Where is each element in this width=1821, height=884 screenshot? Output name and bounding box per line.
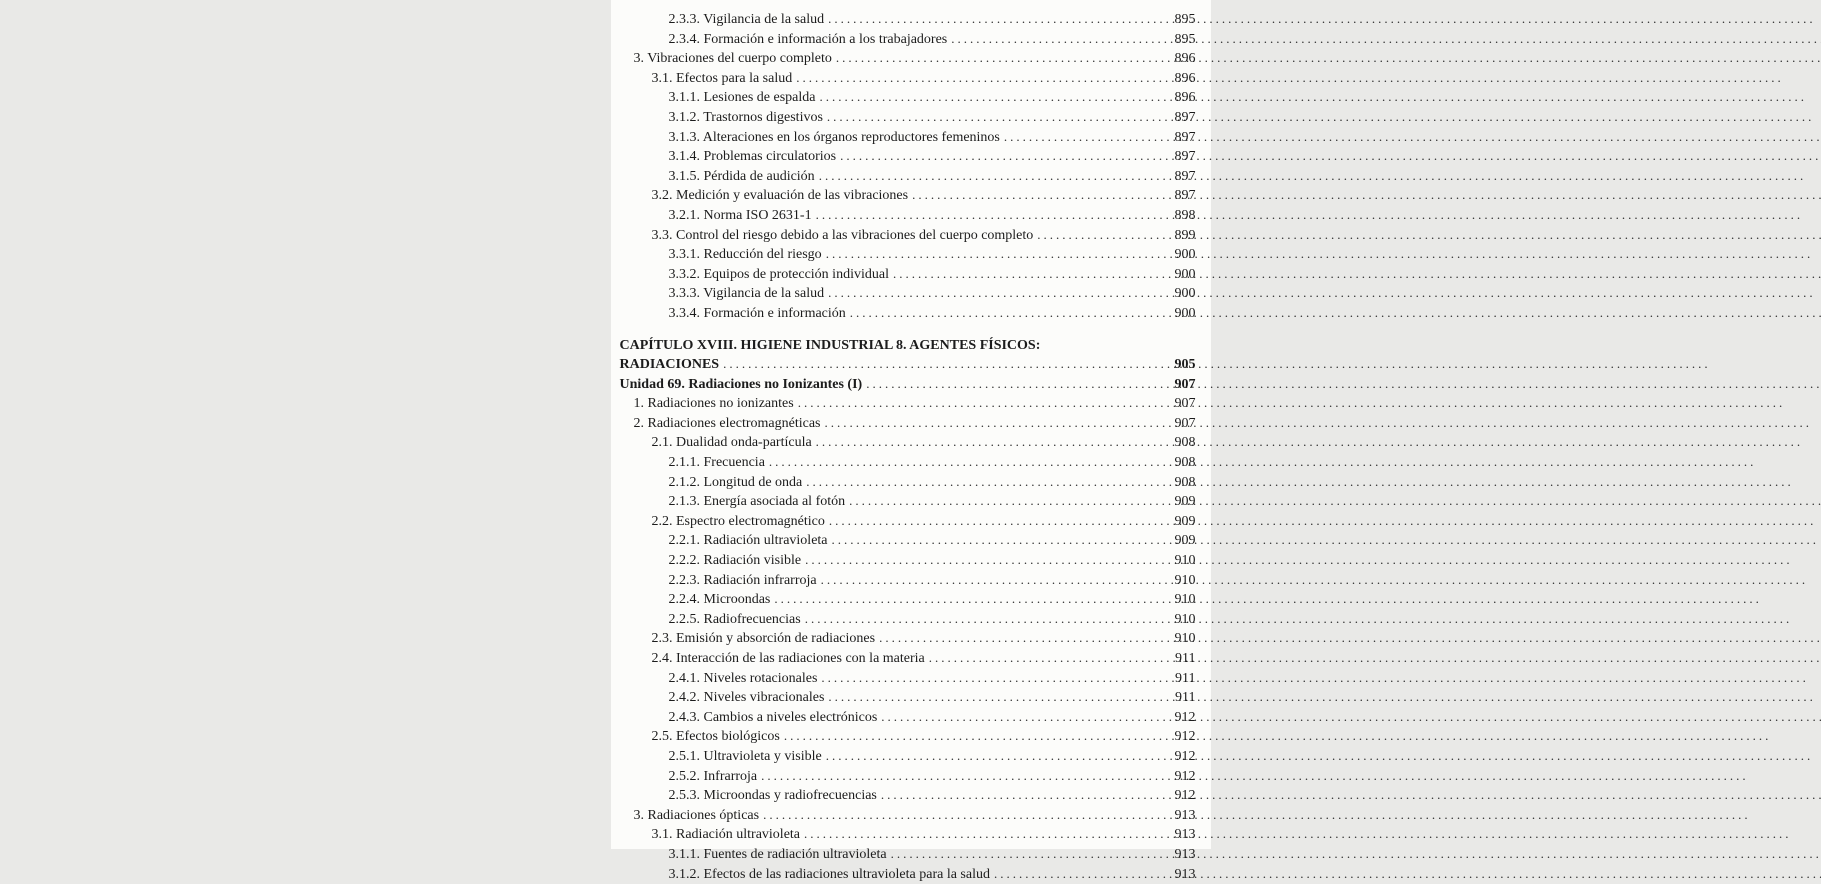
toc-entry	[620, 49, 1196, 69]
toc-entry-page: 907	[1174, 376, 1196, 392]
toc-entry	[620, 128, 1196, 148]
toc-entry-page: 911	[1175, 670, 1196, 686]
toc-entry-title: 3.3.3. Vigilancia de la salud	[668, 286, 825, 302]
toc-entry	[620, 30, 1196, 50]
toc-entry-title: 2.1.2. Longitud de onda	[668, 474, 803, 490]
toc-entry	[620, 531, 1196, 551]
dot-leader	[784, 727, 1159, 747]
toc-entry	[620, 767, 1196, 787]
toc-entry-title: 3.2. Medición y evaluación de las vibraciones	[651, 188, 909, 204]
toc-entry	[620, 551, 1196, 571]
dot-leader	[912, 186, 1158, 206]
toc-entry-title: 2.3.4. Formación e información a los trabajadores	[668, 31, 948, 47]
toc-entry-page: 897	[1174, 188, 1196, 204]
dot-leader	[1037, 226, 1158, 246]
toc-entry	[620, 688, 1196, 708]
dot-leader	[805, 610, 1159, 630]
toc-entry-title: 2.5.1. Ultravioleta y visible	[668, 748, 822, 764]
toc-entry-title: 2.1. Dualidad onda-partícula	[651, 435, 812, 451]
toc-entry-page: 913	[1174, 846, 1196, 862]
toc-entry-title: 2.1.1. Frecuencia	[668, 455, 765, 471]
document-page	[611, 0, 1211, 882]
toc-entry	[620, 147, 1196, 167]
toc-entry-title: 3.1.5. Pérdida de audición	[668, 168, 815, 184]
toc-entry	[620, 245, 1196, 265]
toc-entry	[620, 512, 1196, 532]
toc-entry	[620, 629, 1196, 649]
toc-entry-page: 896	[1174, 90, 1196, 106]
toc-entry	[620, 845, 1196, 865]
toc-entry-title: 2.3.3. Vigilancia de la salud	[668, 12, 825, 27]
toc-entry	[620, 355, 1196, 375]
toc-entry	[620, 167, 1196, 187]
dot-leader	[850, 304, 1159, 324]
dot-leader	[951, 30, 1158, 50]
toc-entry-page: 912	[1174, 748, 1196, 764]
dot-leader	[1004, 128, 1159, 148]
dot-leader	[881, 708, 1158, 728]
toc-entry	[620, 708, 1196, 728]
dot-leader	[819, 167, 1159, 187]
toc-entry-title: 2.4.2. Niveles vibracionales	[668, 690, 825, 706]
dot-leader	[849, 492, 1158, 512]
toc-entry-page: 909	[1174, 494, 1196, 510]
toc-entry-page: 897	[1174, 129, 1196, 145]
toc-entry	[620, 453, 1196, 473]
dot-leader	[879, 629, 1158, 649]
dot-leader	[881, 786, 1159, 806]
toc-entry	[620, 806, 1196, 826]
dot-leader	[828, 284, 1158, 304]
toc-entry-page: 911	[1175, 651, 1196, 666]
toc-entry-page: 900	[1174, 305, 1196, 321]
dot-leader	[821, 571, 1159, 591]
toc-entry	[620, 69, 1196, 89]
dot-leader	[816, 433, 1159, 453]
toc-entry	[620, 226, 1196, 246]
toc-entry	[620, 304, 1196, 324]
toc-entry-page: 910	[1174, 592, 1196, 608]
toc-entry-title: 3. Radiaciones ópticas	[633, 807, 760, 823]
toc-entry-title: 2.3. Emisión y absorción de radiaciones	[651, 631, 876, 647]
toc-entry-title: 3.2.1. Norma ISO 2631-1	[668, 207, 812, 223]
toc-entry-title: 2.2.2. Radiación visible	[668, 553, 802, 569]
toc-entry-page: 900	[1174, 266, 1196, 282]
toc-entry-page: 897	[1174, 168, 1196, 184]
toc-entry-title: 1. Radiaciones no ionizantes	[633, 396, 794, 412]
toc-entry	[620, 786, 1196, 806]
toc-entry-page: 910	[1174, 572, 1196, 588]
dot-leader	[798, 394, 1159, 414]
toc-entry-page: 897	[1174, 149, 1196, 165]
toc-entry-title: 2.2.5. Radiofrecuencias	[668, 611, 801, 627]
toc-entry-title: 3.1. Efectos para la salud	[651, 70, 793, 86]
toc-entry-page: 907	[1174, 415, 1196, 431]
toc-entry-page: 908	[1174, 474, 1196, 490]
toc-entry-page: 895	[1174, 31, 1196, 47]
toc-entry-title: 2.4. Interacción de las radiaciones con la materia	[651, 651, 925, 666]
dot-leader	[763, 806, 1158, 826]
toc-entry	[620, 337, 1196, 356]
dot-leader	[836, 49, 1159, 69]
toc-entry-page: 913	[1174, 866, 1196, 882]
toc-entry-page: 909	[1174, 513, 1196, 529]
dot-leader	[891, 845, 1159, 865]
toc-entry-title: 3.3.2. Equipos de protección individual	[668, 266, 889, 282]
toc-entry-title: 2.5. Efectos biológicos	[651, 729, 780, 745]
toc-entry	[620, 865, 1196, 884]
toc-entry-page: 900	[1174, 286, 1196, 302]
toc-entry	[620, 206, 1196, 226]
toc-entry-page: 911	[1175, 690, 1196, 706]
toc-entry	[620, 433, 1196, 453]
dot-leader	[805, 551, 1158, 571]
toc-entry	[620, 492, 1196, 512]
toc-entry-page: 909	[1174, 533, 1196, 549]
dot-leader	[806, 473, 1158, 493]
dot-leader	[832, 531, 1159, 551]
toc-entry-title: 3.1.1. Lesiones de espalda	[668, 90, 816, 106]
dot-leader	[774, 590, 1158, 610]
toc-entry	[620, 108, 1196, 128]
toc-entry-title: 2.4.1. Niveles rotacionales	[668, 670, 818, 686]
toc-entry-page: 910	[1174, 611, 1196, 627]
dot-leader	[828, 688, 1158, 708]
toc-entry-title: 3.1. Radiación ultravioleta	[651, 827, 801, 843]
toc-entry-title: 3.1.2. Trastornos digestivos	[668, 109, 823, 125]
toc-entry-title: 2.5.2. Infrarroja	[668, 768, 758, 784]
toc-entry	[620, 375, 1196, 395]
dot-leader	[824, 414, 1158, 434]
toc-entry-page: 907	[1174, 396, 1196, 412]
toc-entry-page: 912	[1174, 709, 1196, 725]
toc-entry-title: 2.1.3. Energía asociada al fotón	[668, 494, 846, 510]
toc-entry-page: 899	[1174, 227, 1196, 243]
toc-entry	[620, 669, 1196, 689]
toc-entry-page: 900	[1174, 247, 1196, 263]
toc-entry-title: 2. Radiaciones electromagnéticas	[633, 415, 821, 431]
toc-entry	[620, 571, 1196, 591]
toc-entry-title: 3.3.4. Formación e información	[668, 305, 846, 321]
toc-entry-page: 898	[1174, 207, 1196, 223]
dot-leader	[829, 512, 1159, 532]
dot-leader	[826, 245, 1159, 265]
toc-entry	[620, 610, 1196, 630]
toc-entry-title: RADIACIONES	[619, 357, 720, 373]
toc-entry-page: 895	[1174, 12, 1196, 27]
dot-leader	[816, 206, 1159, 226]
dot-leader	[819, 88, 1158, 108]
toc-entry-page: 913	[1174, 807, 1196, 823]
dot-leader	[821, 669, 1158, 689]
toc-entry-page: 897	[1174, 109, 1196, 125]
dot-leader	[804, 825, 1158, 845]
toc-entry-page: 896	[1174, 70, 1196, 86]
toc-entry	[620, 284, 1196, 304]
toc-entry-page: 912	[1174, 768, 1196, 784]
toc-entry-page: 912	[1174, 788, 1196, 804]
toc-entry	[620, 649, 1196, 669]
toc-entry-title: 3.1.4. Problemas circulatorios	[668, 149, 837, 165]
toc-entry-title: 3.3.1. Reducción del riesgo	[668, 247, 822, 263]
dot-leader	[893, 265, 1159, 285]
toc-entry-title: 2.2. Espectro electromagnético	[651, 513, 825, 529]
toc-entry	[620, 727, 1196, 747]
dot-leader	[828, 10, 1158, 30]
dot-leader	[769, 453, 1159, 473]
toc-entry-page: 908	[1174, 435, 1196, 451]
toc-entry-title: 2.2.1. Radiación ultravioleta	[668, 533, 828, 549]
toc-entry-title: 3.1.1. Fuentes de radiación ultravioleta	[668, 846, 887, 862]
toc-entry	[620, 394, 1196, 414]
toc-entry	[620, 265, 1196, 285]
toc-entry-title: 2.2.4. Microondas	[668, 592, 771, 608]
dot-leader	[866, 375, 1158, 395]
toc-entry	[620, 825, 1196, 845]
dot-leader	[723, 355, 1158, 375]
toc-entry-page: 908	[1174, 455, 1196, 471]
toc-entry-page: 905	[1174, 357, 1196, 373]
dot-leader	[994, 865, 1159, 884]
dot-leader	[796, 69, 1158, 89]
toc-entry	[620, 590, 1196, 610]
toc-entry-title: 2.2.3. Radiación infrarroja	[668, 572, 817, 588]
toc-entry-title: CAPÍTULO XVIII. HIGIENE INDUSTRIAL 8. AGENTES FÍSICOS:	[619, 337, 1041, 353]
toc-entry-page: 912	[1174, 729, 1196, 745]
toc-list	[620, 10, 1196, 884]
dot-leader	[840, 147, 1158, 167]
toc-entry-title: 3.1.2. Efectos de las radiaciones ultravioleta para la salud	[668, 866, 990, 882]
toc-entry-page: 910	[1174, 631, 1196, 647]
toc-entry-page: 913	[1174, 827, 1196, 843]
toc-entry-page: 910	[1174, 553, 1196, 569]
toc-entry-title: Unidad 69. Radiaciones no Ionizantes (I)	[619, 376, 863, 392]
toc-entry-title: 3.3. Control del riesgo debido a las vibraciones del cuerpo completo	[651, 227, 1034, 243]
toc-entry-title: 3. Vibraciones del cuerpo completo	[633, 51, 832, 67]
dot-leader	[929, 649, 1159, 669]
toc-entry-title: 2.4.3. Cambios a niveles electrónicos	[668, 709, 878, 725]
toc-entry	[620, 10, 1196, 30]
toc-entry-title: 2.5.3. Microondas y radiofrecuencias	[668, 788, 877, 804]
dot-leader	[826, 747, 1159, 767]
toc-entry	[620, 473, 1196, 493]
toc-entry	[620, 186, 1196, 206]
dot-leader	[827, 108, 1159, 128]
toc-entry-title: 3.1.3. Alteraciones en los órganos reproductores femeninos	[668, 129, 1000, 145]
toc-entry	[620, 414, 1196, 434]
dot-leader	[761, 767, 1158, 787]
toc-entry	[620, 88, 1196, 108]
toc-entry-page: 896	[1174, 51, 1196, 67]
toc-entry	[620, 747, 1196, 767]
